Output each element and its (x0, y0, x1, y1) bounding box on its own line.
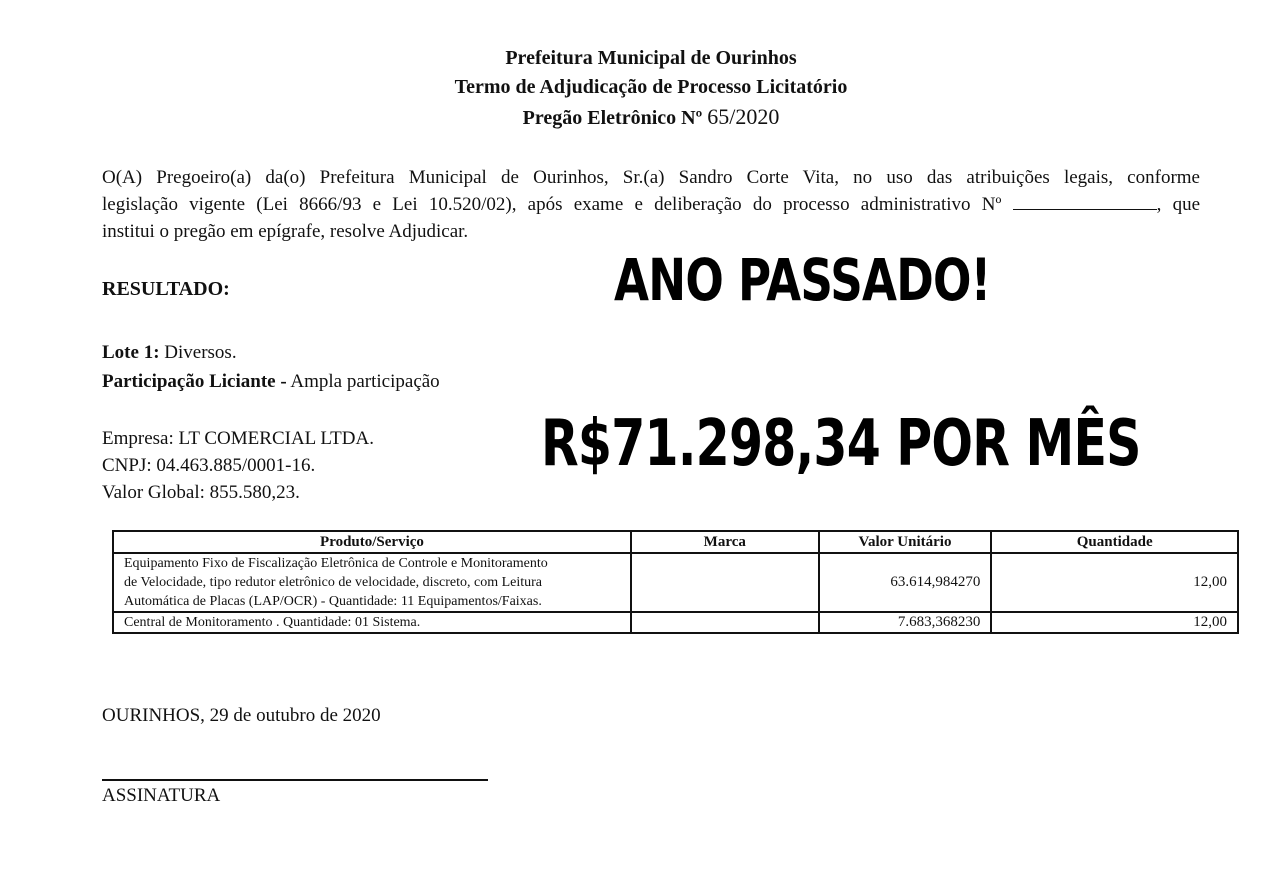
cell-produto (113, 612, 631, 633)
empresa-name: Empresa: LT COMERCIAL LTDA. (102, 428, 374, 449)
cell-valor-unitario: 7.683,368230 (819, 612, 992, 633)
cell-produto (113, 553, 631, 612)
overlay-ano-passado: ANO PASSADO! (614, 246, 991, 314)
signature-line (102, 779, 488, 781)
document-header (0, 44, 1282, 133)
produto-line: Equipamento Fixo de Fiscalização Eletrônica de Controle e Monitoramento (124, 556, 548, 571)
items-table (112, 530, 1239, 634)
intro-line-1: O(A) Pregoeiro(a) da(o) Prefeitura Municipal de Ourinhos, Sr.(a) Sandro Corte Vita, no uso das atribuições legais, conforme (102, 167, 1200, 188)
lote-block (102, 338, 440, 396)
header-pregao-label: Pregão Eletrônico Nº (522, 107, 703, 129)
header-termo: Termo de Adjudicação de Processo Licitatório (454, 76, 848, 98)
header-prefeitura: Prefeitura Municipal de Ourinhos (505, 47, 797, 69)
header-produto: Produto/Serviço (113, 531, 631, 553)
participacao-line (102, 367, 440, 396)
cell-valor-unitario: 63.614,984270 (819, 553, 992, 612)
produto-line: Central de Monitoramento . Quantidade: 01 Sistema. (124, 615, 421, 630)
header-quantidade: Quantidade (991, 531, 1238, 553)
cell-marca (631, 612, 819, 633)
lote-value: Diversos. (159, 342, 237, 363)
place-date: OURINHOS, 29 de outubro de 2020 (102, 705, 381, 726)
intro-line-2-text: legislação vigente (Lei 8666/93 e Lei 10.520/02), após exame e deliberação do processo administrativo Nº (102, 194, 1002, 215)
participacao-value: Ampla participação (286, 371, 440, 392)
cell-marca (631, 553, 819, 612)
produto-line: de Velocidade, tipo redutor eletrônico de velocidade, discreto, com Leitura (124, 575, 543, 590)
signature-label: ASSINATURA (102, 785, 221, 806)
intro-line-2-end: , que (1156, 194, 1201, 215)
lote-number: 1: (143, 342, 160, 363)
header-pregao (0, 102, 1282, 133)
overlay-valor-mensal: R$71.298,34 POR MÊS (541, 407, 1141, 481)
header-pregao-number: 65/2020 (707, 104, 780, 129)
participacao-label: Participação Liciante - (102, 371, 287, 392)
resultado-heading: RESULTADO: (102, 278, 230, 300)
header-marca: Marca (631, 531, 819, 553)
cell-quantidade: 12,00 (991, 612, 1238, 633)
lote-label: Lote (102, 342, 139, 363)
empresa-valor-global: Valor Global: 855.580,23. (102, 482, 300, 503)
cell-quantidade: 12,00 (991, 553, 1238, 612)
processo-number-blank (1013, 193, 1157, 210)
intro-line-3: institui o pregão em epígrafe, resolve Adjudicar. (102, 221, 469, 242)
intro-paragraph (102, 164, 1200, 245)
header-valor-unitario: Valor Unitário (819, 531, 992, 553)
empresa-block (102, 425, 374, 506)
table-row (113, 553, 1238, 612)
produto-line: Automática de Placas (LAP/OCR) - Quantidade: 11 Equipamentos/Faixas. (124, 594, 542, 609)
empresa-cnpj: CNPJ: 04.463.885/0001-16. (102, 455, 316, 476)
table-row (113, 612, 1238, 633)
intro-line-2 (102, 191, 1200, 218)
table-header-row (113, 531, 1238, 553)
lote-line (102, 338, 440, 367)
